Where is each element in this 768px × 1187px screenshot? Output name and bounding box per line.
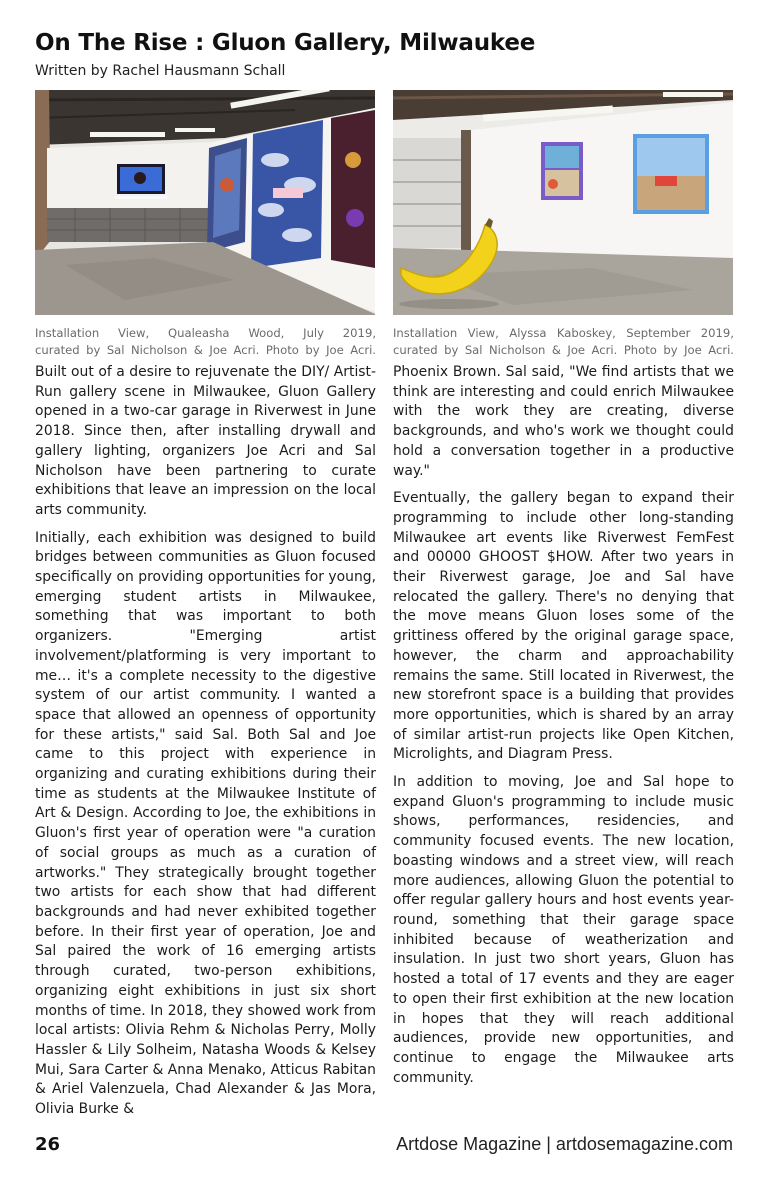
caption-left-line-2: curated by Sal Nicholson & Joe Acri. Photo by Joe Acri.	[35, 343, 376, 357]
photo-caption-left	[35, 325, 376, 359]
page-number: 26	[35, 1134, 61, 1155]
paragraph: In addition to moving, Joe and Sal hope to expand Gluon's programming to include music shows, performances, residencies, and community focused events. The new location, boasting windows and a street view, will reach more audiences, allowing Gluon the potential to offer regular gallery hours and host events year-round, something that their garage space inhibited because of weatherization and insulation. In just two short years, Gluon has hosted a total of 17 events and they are eager to open their first exhibition at the new location in hopes that they will reach additional audiences, provide new opportunities, and continue to engage the Milwaukee arts community.	[393, 774, 734, 1086]
paragraph: Eventually, the gallery began to expand their programming to include other long-standing Milwaukee art events like Riverwest FemFest and 00000 GHOOST $HOW. After two years in their Riverwest garage, Joe and Sal have relocated the gallery. There's no denying that the move means Gluon loses some of the grittiness offered by the original garage space, however, the charm and approachability remains the same. Still located in Riverwest, the new storefront space is a building that provides more opportunities, which is shared by an array of similar artist-run projects like Open Kitchen, Microlights, and Diagram Press.	[393, 490, 734, 763]
article-byline: Written by Rachel Hausmann Schall	[35, 63, 286, 79]
paragraph: Initially, each exhibition was designed to build bridges between communities as Gluon focused specifically on providing opportunities for young, emerging student artists in Milwaukee, something that was important to both organizers. "Emerging artist involvement/platforming is very important to me… it's a complete necessity to the digestive system of our artist community. I wanted a space that allowed an openness of opportunity for these artists," said Sal. Both Sal and Joe came to this project with experience in organizing and curating exhibitions during their time as students at the Milwaukee Institute of Art & Design. According to Joe, the exhibitions in Gluon's first year of operation were "a curation of social groups as much as a curation of artworks." They strategically brought together two artists for each show that had different backgrounds and had never exhibited together before. In their first year of operation, Joe and Sal paired the work of 16 emerging artists through curated, two-person exhibitions, organizing eight exhibitions in just six short months of time. In 2018, they showed work from local artists: Olivia Rehm & Nicholas Perry, Molly Hassler & Lily Solheim, Natasha Woods & Kelsey Mui, Sara Carter & Anna Menako, Atticus Rabitan & Ariel Valenzuela, Chad Alexander & Jas Mora, Olivia Burke &	[35, 529, 376, 1118]
gallery-photo-tapestries	[35, 90, 375, 315]
paragraph: Phoenix Brown. Sal said, "We find artists that we think are interesting and could enrich Milwaukee with the work they are creating, diverse backgrounds, and who's work we thought could hold a conversation together in a productive way."	[393, 364, 734, 479]
article-column-right	[393, 363, 734, 1096]
caption-right-line-1: Installation View, Alyssa Kaboskey, September 2019,	[393, 326, 734, 340]
installation-photo-right	[393, 90, 733, 315]
article-column-left	[35, 363, 376, 1128]
caption-left-line-1: Installation View, Qualeasha Wood, July 2019,	[35, 326, 376, 340]
paragraph: Built out of a desire to rejuvenate the DIY/ Artist-Run gallery scene in Milwaukee, Gluon Gallery opened in a two-car garage in Riverwest in June 2018. Since then, after installing drywall and gallery lighting, organizers Joe Acri and Sal Nicholson have been partnering to curate exhibitions that leave an impression on the local arts community.	[35, 364, 376, 518]
photo-caption-right	[393, 325, 734, 359]
caption-right-line-2: curated by Sal Nicholson & Joe Acri. Photo by Joe Acri.	[393, 343, 734, 357]
installation-photo-left	[35, 90, 375, 315]
article-title: On The Rise : Gluon Gallery, Milwaukee	[35, 30, 536, 56]
gallery-photo-banana	[393, 90, 733, 315]
magazine-footer: Artdose Magazine | artdosemagazine.com	[396, 1134, 733, 1154]
